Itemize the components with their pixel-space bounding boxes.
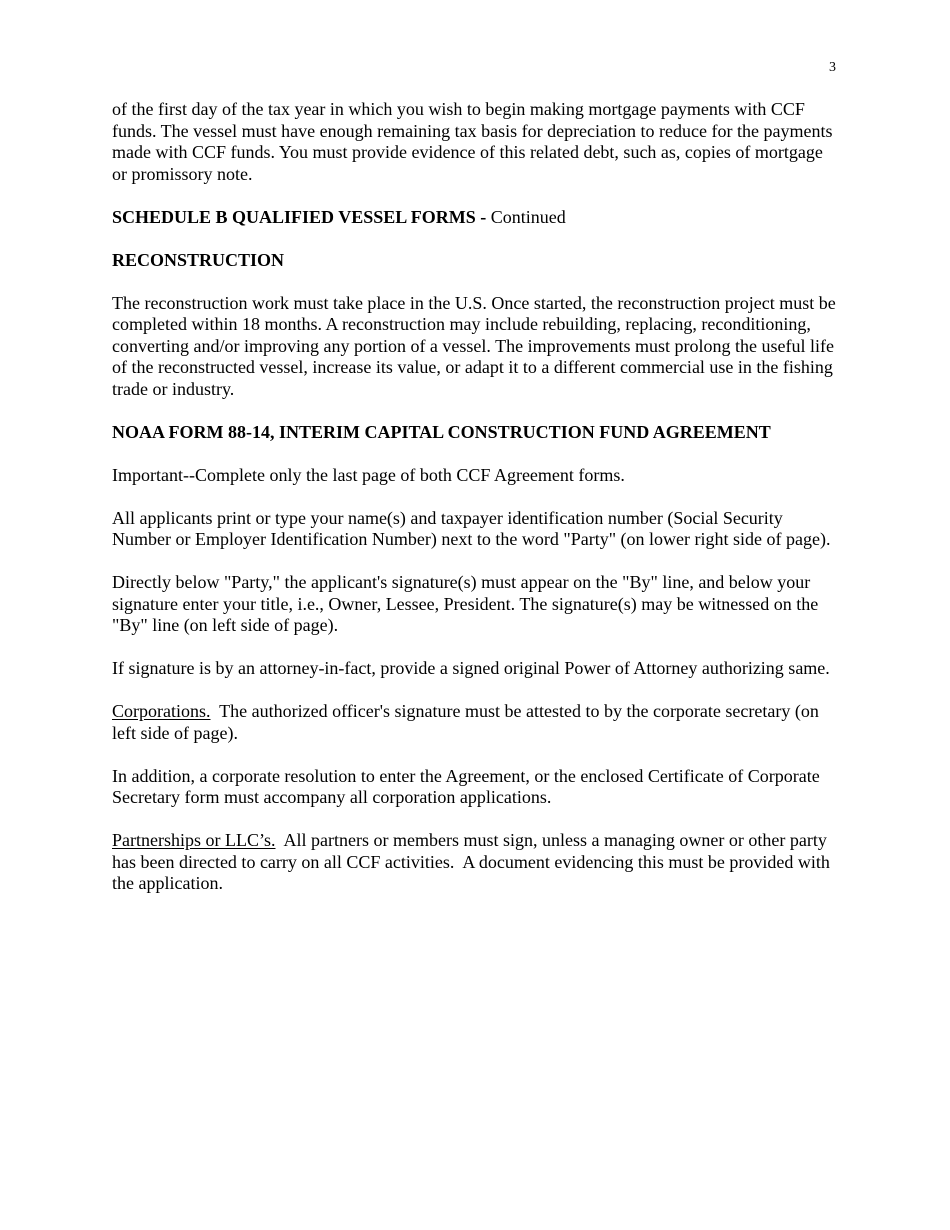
document-body [112, 99, 842, 916]
important-paragraph: Important--Complete only the last page of both CCF Agreement forms. [112, 464, 625, 485]
attorney-paragraph: If signature is by an attorney-in-fact, provide a signed original Power of Attorney authorizing same. [112, 658, 830, 678]
applicants-paragraph: All applicants print or type your name(s) and taxpayer identification number (Social Security Number or Employer Identification Number) next to the word "Party" (on lower right side of page). [112, 507, 831, 549]
schedule-heading-continued: Continued [490, 206, 566, 227]
corporations-label: Corporations. [112, 701, 211, 721]
corporations-text: The authorized officer's signature must be attested to by the corporate secretary (on left side of page). [112, 701, 824, 743]
reconstruction-paragraph: The reconstruction work must take place in the U.S. Once started, the reconstruction project must be completed within 18 months. A reconstruction may include rebuilding, replacing, reconditioning, converting and/or improving any portion of a vessel. The improvements must prolong the useful life of the reconstructed vessel, increase its value, or adapt it to a different commercial use in the fishing trade or industry. [112, 292, 836, 399]
reconstruction-heading: RECONSTRUCTION [112, 249, 285, 270]
addition-paragraph: In addition, a corporate resolution to enter the Agreement, or the enclosed Certificate of Corporate Secretary form must accompany all corporation applications. [112, 765, 820, 807]
partnerships-paragraph [112, 830, 842, 895]
partnerships-label: Partnerships or LLC’s. [112, 830, 276, 850]
noaa-form-heading: NOAA FORM 88-14, INTERIM CAPITAL CONSTRUCTION FUND AGREEMENT [112, 421, 771, 442]
page-number: 3 [829, 60, 836, 75]
partnerships-text: All partners or members must sign, unless a managing owner or other party has been directed to carry on all CCF activities. A document evidencing this must be provided with the application. [112, 830, 835, 893]
schedule-heading-bold: SCHEDULE B QUALIFIED VESSEL FORMS - [112, 206, 491, 227]
schedule-heading [112, 207, 842, 229]
corporations-paragraph [112, 701, 842, 744]
intro-paragraph: of the first day of the tax year in which you wish to begin making mortgage payments with CCF funds. The vessel must have enough remaining tax basis for depreciation to reduce for the payments made with CCF funds. You must provide evidence of this related debt, such as, copies of mortgage or promissory note. [112, 99, 833, 184]
signature-paragraph: Directly below "Party," the applicant's signature(s) must appear on the "By" line, and below your signature enter your title, i.e., Owner, Lessee, President. The signature(s) may be witnessed on the "By" line (on left side of page). [112, 572, 819, 635]
